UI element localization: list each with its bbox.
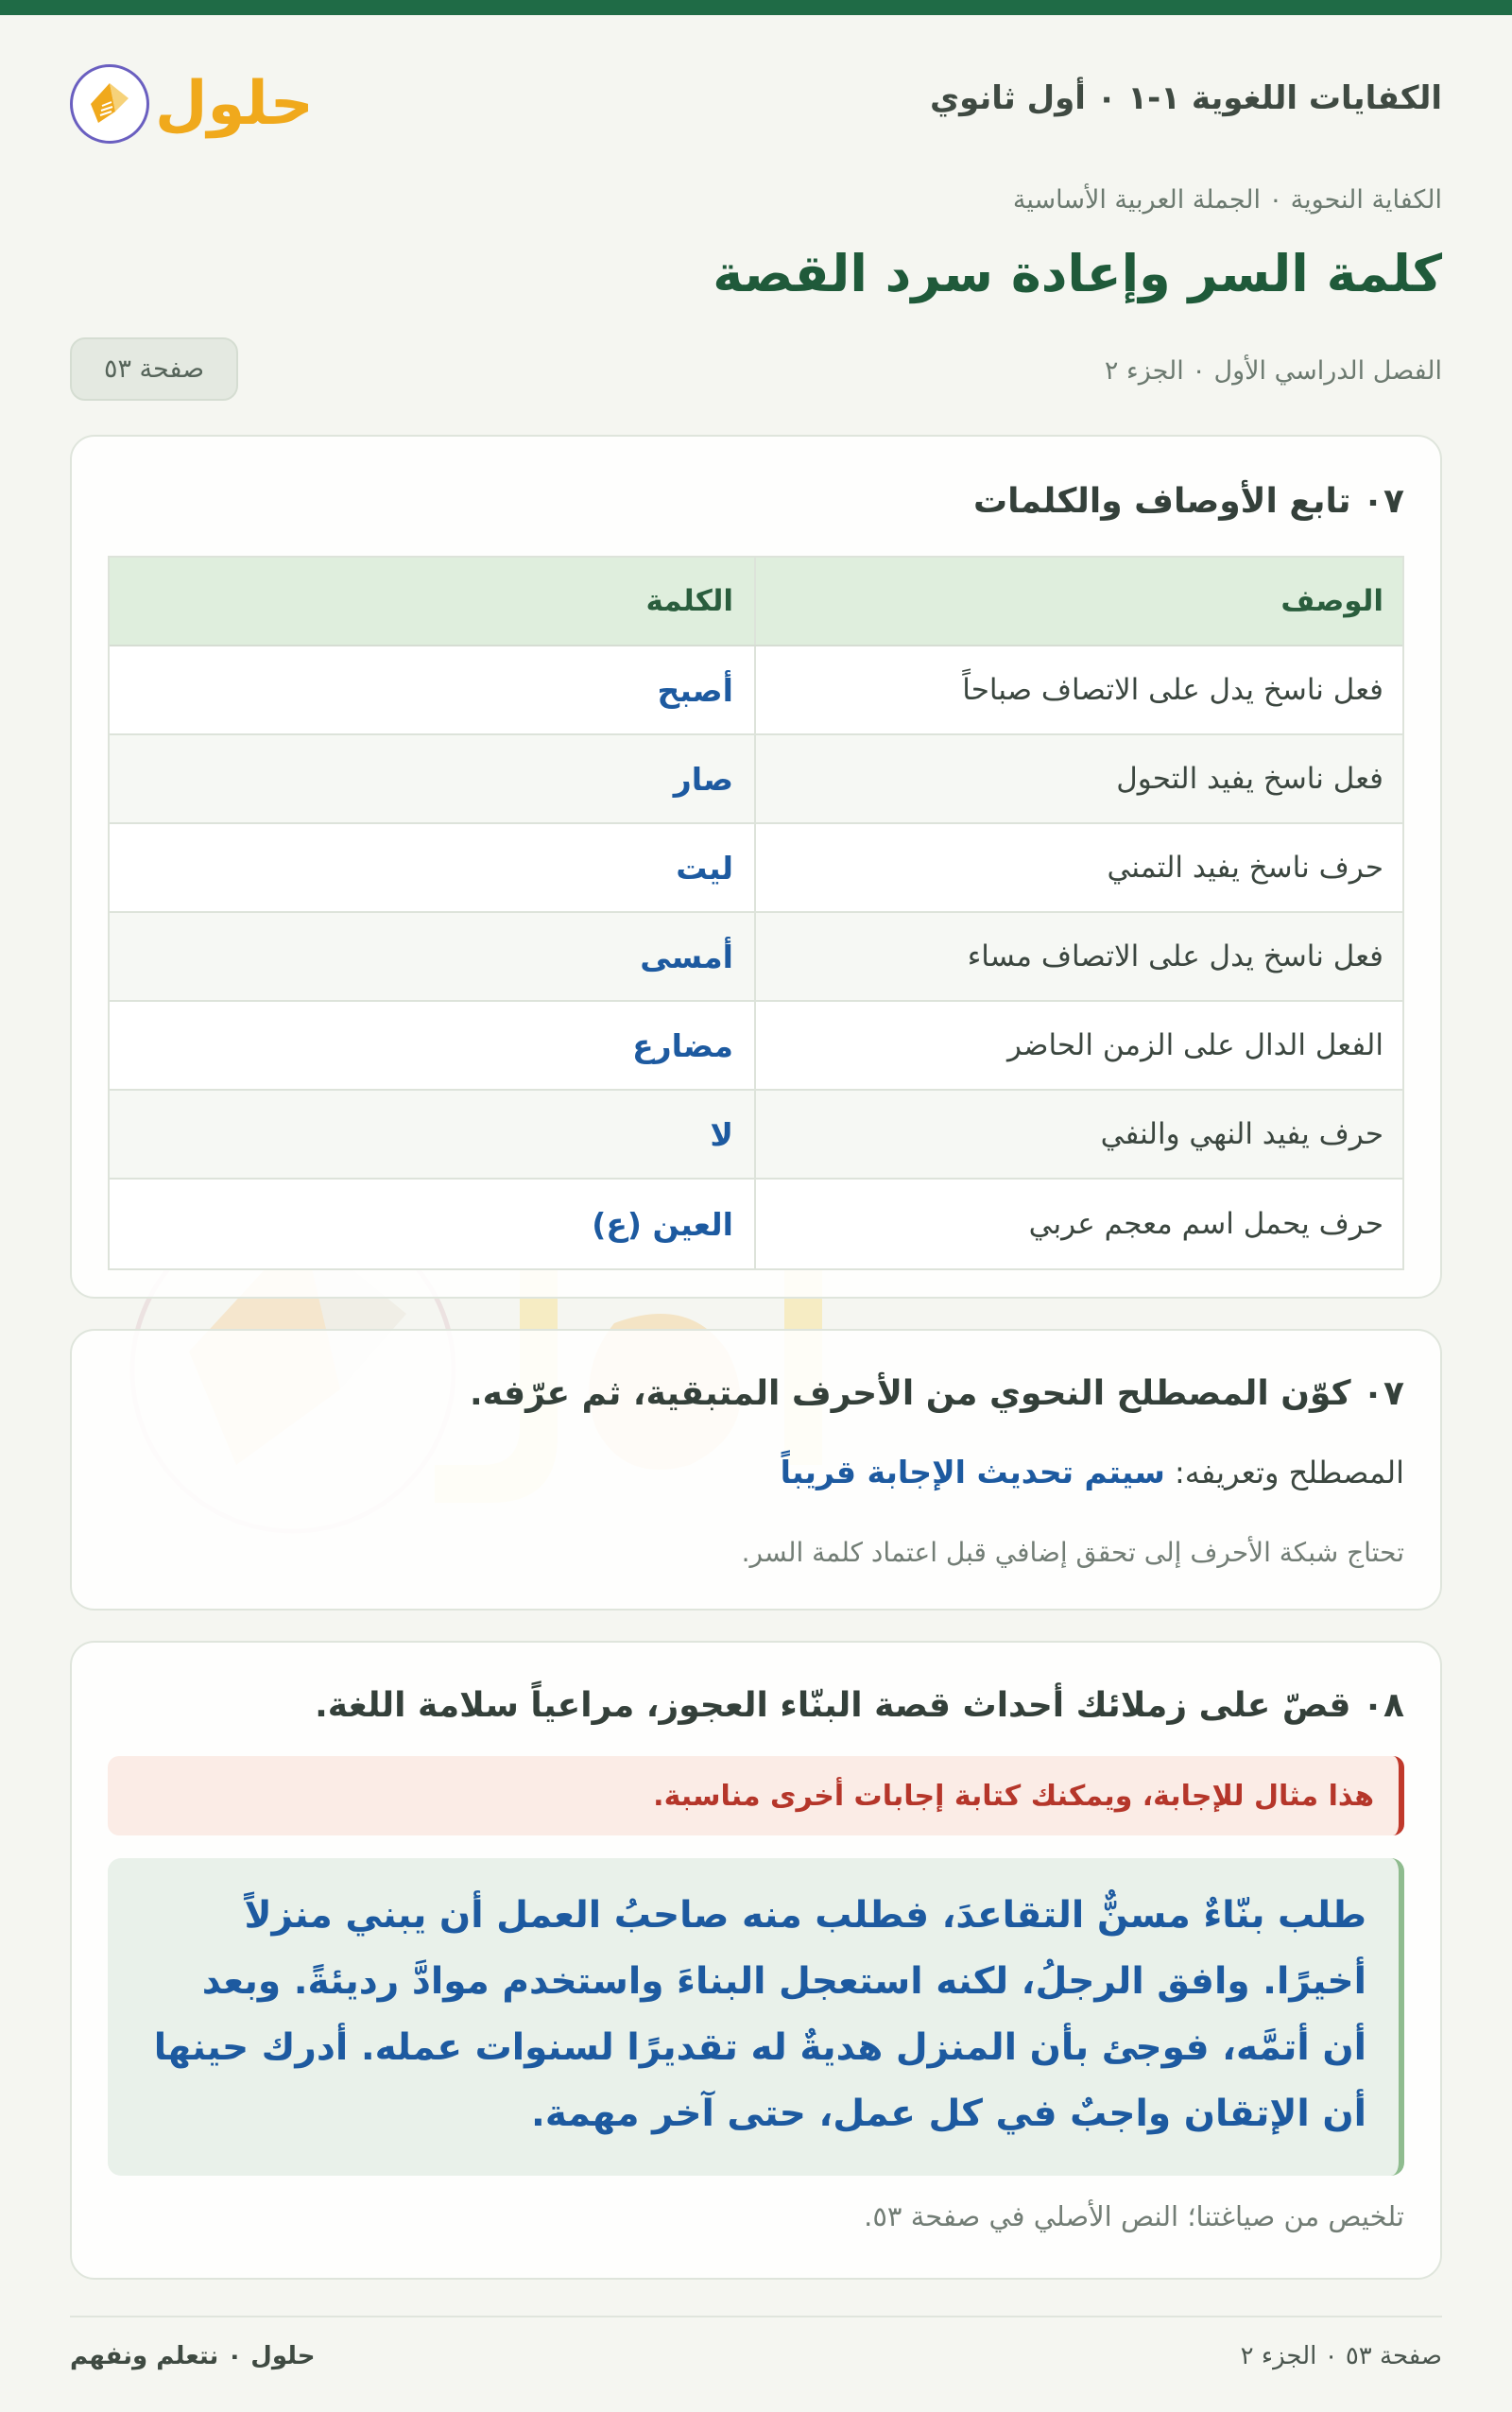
term-info: الفصل الدراسي الأول ٠ الجزء ٢ — [1104, 356, 1442, 386]
page-header — [70, 57, 1442, 151]
row-word: لا — [710, 1115, 733, 1153]
summary-note: تلخيص من صياغتنا؛ النص الأصلي في صفحة ٥٣. — [864, 2200, 1404, 2232]
table-header-row — [110, 558, 1402, 646]
page-number-badge: صفحة ٥٣ — [70, 337, 238, 401]
story-answer-box — [108, 1858, 1404, 2176]
footer-divider — [70, 2316, 1442, 2317]
footer-brand: حلول ٠ نتعلم ونفهم — [70, 2342, 316, 2370]
top-accent-bar — [0, 0, 1512, 15]
table-row — [110, 1002, 1402, 1091]
section-title: ٠٧ تابع الأوصاف والكلمات — [972, 482, 1404, 521]
row-desc: فعل ناسخ يفيد التحول — [1116, 762, 1383, 796]
header-cell-desc — [754, 558, 1402, 645]
term-label: المصطلح وتعريفه: — [1174, 1455, 1404, 1490]
password-term-card — [70, 1329, 1442, 1611]
row-desc: حرف ناسخ يفيد التمني — [1107, 851, 1383, 885]
section-title: ٠٨ قصّ على زملائك أحداث قصة البنّاء العجوز، مراعياً سلامة اللغة. — [315, 1686, 1404, 1725]
table-row — [110, 1180, 1402, 1268]
term-answer-line — [781, 1454, 1404, 1490]
desc-cell — [754, 1091, 1402, 1178]
row-desc: فعل ناسخ يدل على الاتصاف مساء — [967, 939, 1383, 973]
desc-cell — [754, 913, 1402, 1000]
logo-emblem-icon — [70, 64, 149, 144]
desc-cell — [754, 1002, 1402, 1089]
alert-text: هذا مثال للإجابة، ويمكنك كتابة إجابات أخرى مناسبة. — [653, 1779, 1374, 1813]
word-cell — [110, 646, 754, 733]
row-desc: الفعل الدال على الزمن الحاضر — [1007, 1028, 1383, 1062]
table-row — [110, 913, 1402, 1002]
row-word: مضارع — [632, 1026, 733, 1064]
column-header-desc: الوصف — [1280, 584, 1383, 618]
table-row — [110, 646, 1402, 735]
table-row — [110, 1091, 1402, 1180]
row-desc: حرف يفيد النهي والنفي — [1100, 1117, 1383, 1151]
row-word: ليت — [676, 849, 733, 887]
column-header-word: الكلمة — [645, 584, 733, 618]
desc-cell — [754, 735, 1402, 822]
footer-page-info: صفحة ٥٣ ٠ الجزء ٢ — [1240, 2342, 1442, 2370]
section-title: ٠٧ كوّن المصطلح النحوي من الأحرف المتبقية، ثم عرّفه. — [470, 1374, 1404, 1413]
story-text: طلب بنّاءٌ مسنٌّ التقاعدَ، فطلب منه صاحبُ العمل أن يبني منزلاً أخيرًا. وافق الرجلُ، لكنه استعجل البناءَ واستخدم موادَّ رديئةً. وبعد أن أتمَّه، فوجئ بأن المنزل هديةٌ له تقديرًا لسنوات عمله. أدرك حينها أن الإتقان واجبٌ في كل عمل، حتى آخر مهمة. — [153, 1894, 1366, 2135]
word-cell — [110, 913, 754, 1000]
row-word: أصبح — [657, 671, 733, 709]
descriptions-table — [108, 556, 1404, 1270]
table-row — [110, 735, 1402, 824]
row-word: صار — [673, 760, 733, 798]
term-answer: سيتم تحديث الإجابة قريباً — [780, 1454, 1165, 1490]
desc-cell — [754, 824, 1402, 911]
logo-wordmark: حلول — [155, 69, 314, 139]
row-desc: فعل ناسخ يدل على الاتصاف صباحاً — [962, 673, 1383, 707]
breadcrumb: الكفاية النحوية ٠ الجملة العربية الأساسية — [1012, 185, 1442, 215]
row-word: العين (ع) — [592, 1205, 733, 1243]
sample-answer-alert — [108, 1756, 1404, 1835]
word-cell — [110, 1002, 754, 1089]
word-cell — [110, 1180, 754, 1268]
desc-cell — [754, 646, 1402, 733]
row-word: أمسى — [640, 938, 733, 975]
page-title: كلمة السر وإعادة سرد القصة — [713, 244, 1442, 303]
word-cell — [110, 1091, 754, 1178]
descriptions-words-card — [70, 435, 1442, 1299]
grid-note: تحتاج شبكة الأحرف إلى تحقق إضافي قبل اعتماد كلمة السر. — [741, 1537, 1404, 1568]
story-retelling-card — [70, 1641, 1442, 2280]
row-desc: حرف يحمل اسم معجم عربي — [1028, 1207, 1383, 1241]
word-cell — [110, 824, 754, 911]
word-cell — [110, 735, 754, 822]
brand-logo[interactable] — [70, 57, 316, 151]
table-row — [110, 824, 1402, 913]
desc-cell — [754, 1180, 1402, 1268]
header-title: الكفايات اللغوية ١-١ ٠ أول ثانوي — [929, 79, 1442, 117]
header-cell-word — [110, 558, 754, 645]
